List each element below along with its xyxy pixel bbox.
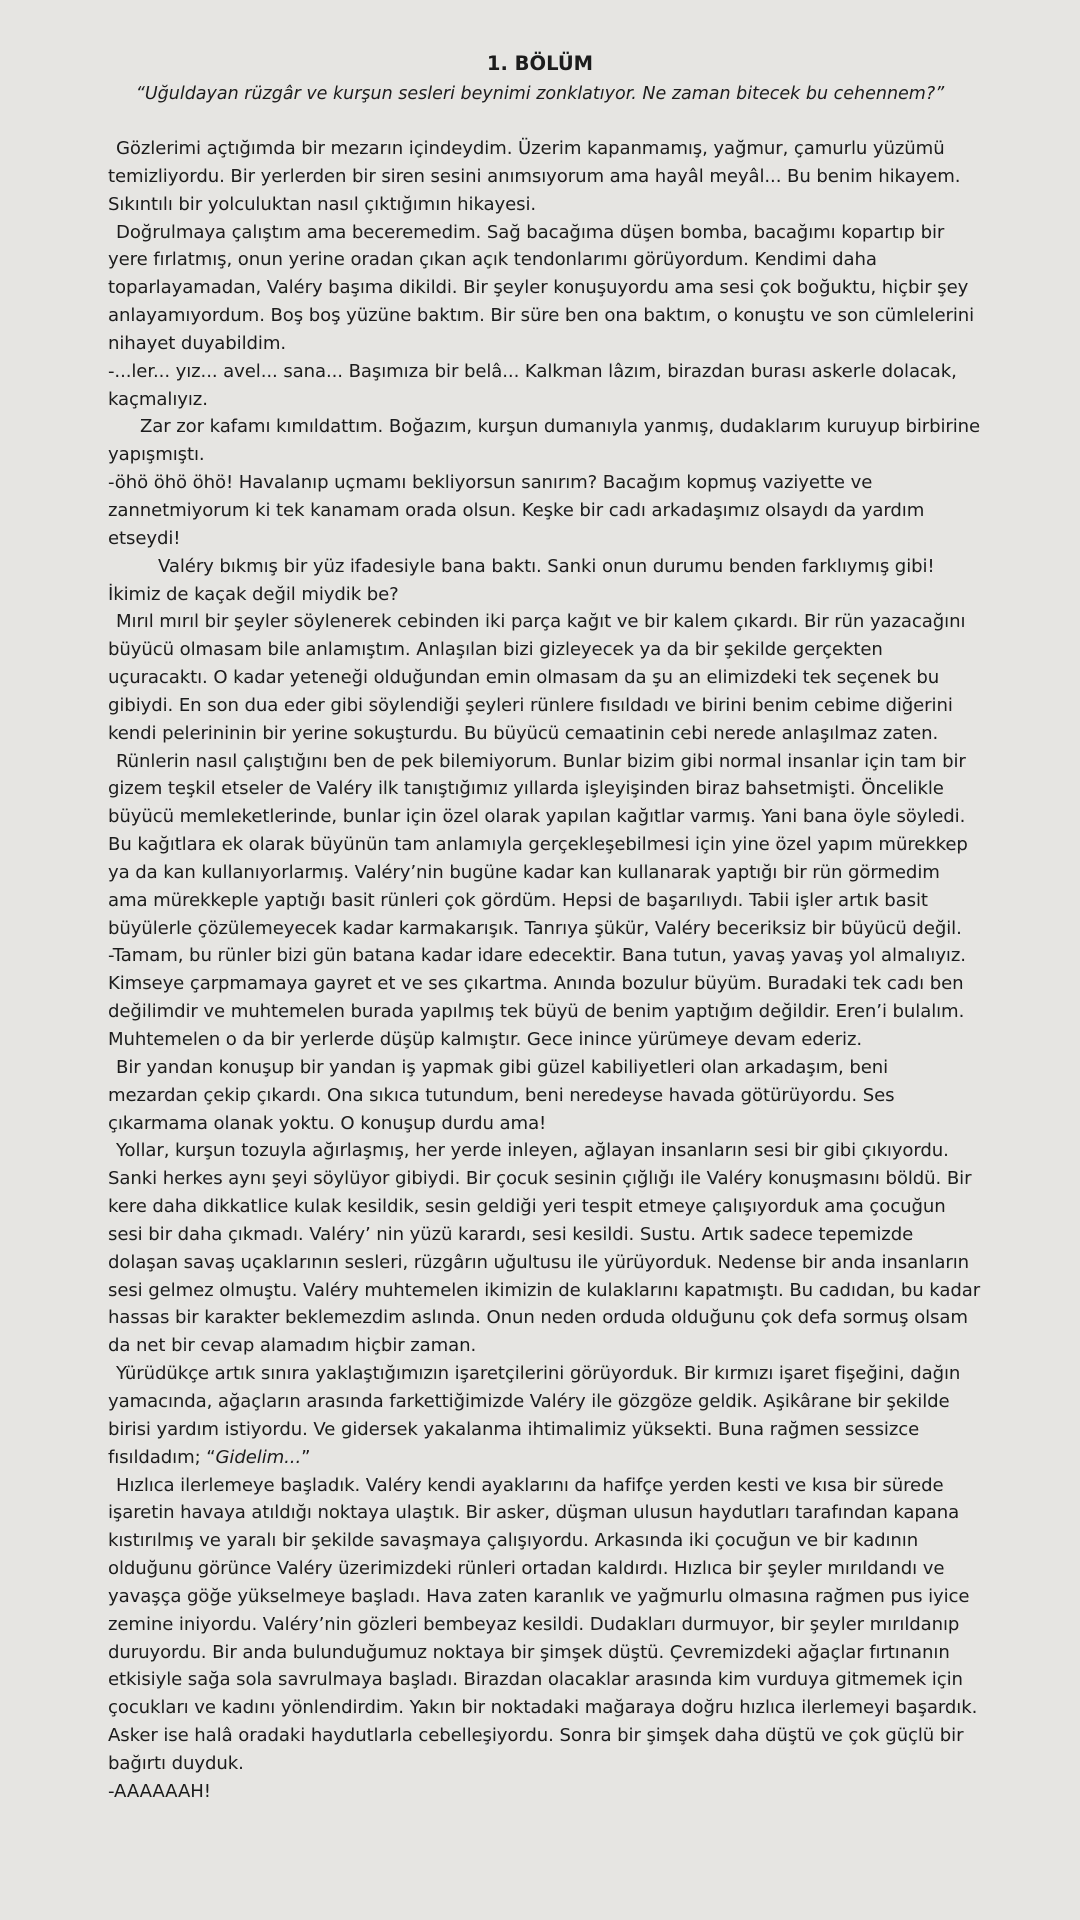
paragraph: Rünlerin nasıl çalıştığını ben de pek bilemiyorum. Bunlar bizim gibi normal insanlar için tam bir gizem teşkil etseler de Valéry ilk tanıştığımız yıllarda işleyişinden biraz bahsetmişti. Öncelikle büyücü memleketlerinde, bunlar için özel olarak yapılan kağıtlar varmış. Yani bana öyle söyledi. Bu kağıtlara ek olarak büyünün tam anlamıyla gerçekleşebilmesi için yine özel yapım mürekkep ya da kan kullanıyorlarmış. Valéry’nin bugüne kadar kan kullanarak yaptığı bir rün görmedim ama mürekkeple yaptığı basit rünleri çok gördüm. Hepsi de başarılıydı. Tabii işler artık basit büyülerle çözülemeyecek kadar karmakarışık. Tanrıya şükür, Valéry beceriksiz bir büyücü değil. bbox=[108, 750, 968, 939]
paragraph bbox=[108, 1360, 983, 1471]
paragraph-tail: ” bbox=[301, 1446, 311, 1468]
body-text bbox=[108, 135, 983, 1806]
paragraph: Bir yandan konuşup bir yandan iş yapmak gibi güzel kabiliyetleri olan arkadaşım, beni mezardan çekip çıkardı. Ona sıkıca tutundum, beni neredeyse havada götürüyordu. Ses çıkarmama olanak yoktu. O konuşup durdu ama! bbox=[108, 1056, 895, 1134]
paragraph: Mırıl mırıl bir şeyler söylenerek cebinden iki parça kağıt ve bir kalem çıkardı. Bir rün yazacağını büyücü olmasam bile anlamıştım. Anlaşılan bizi gizleyecek ya da bir şekilde gerçekten uçuracaktı. O kadar yeteneği olduğundan emin olmasam da şu an elimizdeki tek seçenek bu gibiydi. En son dua eder gibi söylendiği şeyleri rünlere fısıldadı ve birini benim cebime diğerini kendi pelerininin bir yerine sokuşturdu. Bu büyücü cemaatinin cebi nerede anlaşılmaz zaten. bbox=[108, 611, 966, 744]
chapter-title: 1. BÖLÜM bbox=[486, 52, 594, 75]
dialogue-paragraph: -Tamam, bu rünler bizi gün batana kadar idare edecektir. Bana tutun, yavaş yavaş yol almalıyız. Kimseye çarpmamaya gayret et ve ses çıkartma. Anında bozulur büyüm. Buradaki tek cadı ben değilimdir ve muhtemelen burada yapılmış tek büyü de benim yaptığım değildir. Eren’i bulalım. Muhtemelen o da bir yerlerde düşüp kalmıştır. Gece inince yürümeye devam ederiz. bbox=[108, 945, 966, 1050]
dialogue-paragraph: -AAAAAAH! bbox=[108, 1780, 211, 1802]
paragraph-text: Yürüdükçe artık sınıra yaklaştığımızın işaretçilerini görüyorduk. Bir kırmızı işaret fişeğini, dağın yamacında, ağaçların arasında farkettiğimizde Valéry ile gözgöze geldik. Aşikârane bir şekilde birisi yardım istiyordu. Ve gidersek yakalanma ihtimalimiz yüksekti. Buna rağmen sessizce fısıldadım; “ bbox=[108, 1363, 961, 1468]
dialogue-paragraph: -...ler... yız... avel... sana... Başımıza bir belâ... Kalkman lâzım, birazdan burası askerle dolacak, kaçmalıyız. bbox=[108, 360, 957, 410]
paragraph: Valéry bıkmış bir yüz ifadesiyle bana baktı. Sanki onun durumu benden farklıymış gibi! İkimiz de kaçak değil miydik be? bbox=[108, 555, 935, 605]
chapter-epigraph: “Uğuldayan rüzgâr ve kurşun sesleri beynimi zonklatıyor. Ne zaman bitecek bu cehennem?” bbox=[135, 84, 945, 104]
paragraph: Doğrulmaya çalıştım ama beceremedim. Sağ bacağıma düşen bomba, bacağımı kopartıp bir yere fırlatmış, onun yerine oradan çıkan açık tendonlarımı görüyordum. Kendimi daha toparlayamadan, Valéry başıma dikildi. Bir şeyler konuşuyordu ama sesi çok boğuktu, hiçbir şey anlayamıyordum. Boş boş yüzüne baktım. Bir süre ben ona baktım, o konuştu ve son cümlelerini nihayet duyabildim. bbox=[108, 221, 975, 354]
paragraph: Zar zor kafamı kımıldattım. Boğazım, kurşun dumanıyla yanmış, dudaklarım kuruyup birbirine yapışmıştı. bbox=[108, 416, 981, 466]
paragraph: Hızlıca ilerlemeye başladık. Valéry kendi ayaklarını da hafifçe yerden kesti ve kısa bir sürede işaretin havaya atıldığı noktaya ulaştık. Bir asker, düşman ulusun haydutları tarafından kapana kıstırılmış ve yaralı bir şekilde savaşmaya çalışıyordu. Arkasında iki çocuğun ve bir kadının olduğunu görünce Valéry üzerimizdeki rünleri ortadan kaldırdı. Hızlıca bir şeyler mırıldandı ve yavaşça göğe yükselmeye başladı. Hava zaten karanlık ve yağmurlu olmasına rağmen pus iyice zemine iniyordu. Valéry’nin gözleri bembeyaz kesildi. Dudakları durmuyor, bir şeyler mırıldanıp duruyordu. Bir anda bulunduğumuz noktaya bir şimşek düştü. Çevremizdeki ağaçlar fırtınanın etkisiyle sağa sola savrulmaya başladı. Birazdan olacaklar arasında kim vurduya gitmemek için çocukları ve kadını yönlendirdim. Yakın bir noktadaki mağaraya doğru hızlıca ilerlemeyi başardık. Asker ise halâ oradaki haydutlarla cebelleşiyordu. Sonra bir şimşek daha düştü ve çok güçlü bir bağırtı duyduk. bbox=[108, 1474, 978, 1774]
paragraph: Gözlerimi açtığımda bir mezarın içindeydim. Üzerim kapanmamış, yağmur, çamurlu yüzümü temizliyordu. Bir yerlerden bir siren sesini anımsıyorum ama hayâl meyâl... Bu benim hikayem. Sıkıntılı bir yolculuktan nasıl çıktığımın hikayesi. bbox=[108, 138, 961, 215]
paragraph: Yollar, kurşun tozuyla ağırlaşmış, her yerde inleyen, ağlayan insanların sesi bir gibi çıkıyordu. Sanki herkes aynı şeyi söylüyor gibiydi. Bir çocuk sesinin çığlığı ile Valéry konuşmasını böldü. Bir kere daha dikkatlice kulak kesildik, sesin geldiği yeri tespit etmeye çalışıyorduk ama çocuğun sesi bir daha çıkmadı. Valéry’ nin yüzü karardı, sesi kesildi. Sustu. Artık sadece tepemizde dolaşan savaş uçaklarının sesleri, rüzgârın uğultusu ile yürüyorduk. Nedense bir anda insanların sesi gelmez olmuştu. Valéry muhtemelen ikimizin de kulaklarını kapatmıştı. Bu cadıdan, bu kadar hassas bir karakter beklemezdim aslında. Onun neden orduda olduğunu çok defa sormuş olsam da net bir cevap alamadım hiçbir zaman. bbox=[108, 1140, 981, 1357]
paragraph-emphasis: Gidelim... bbox=[215, 1446, 302, 1468]
dialogue-paragraph: -öhö öhö öhö! Havalanıp uçmamı bekliyorsun sanırım? Bacağım kopmuş vaziyette ve zannetmiyorum ki tek kanamam orada olsun. Keşke bir cadı arkadaşımız olsaydı da yardım etseydi! bbox=[108, 472, 925, 549]
